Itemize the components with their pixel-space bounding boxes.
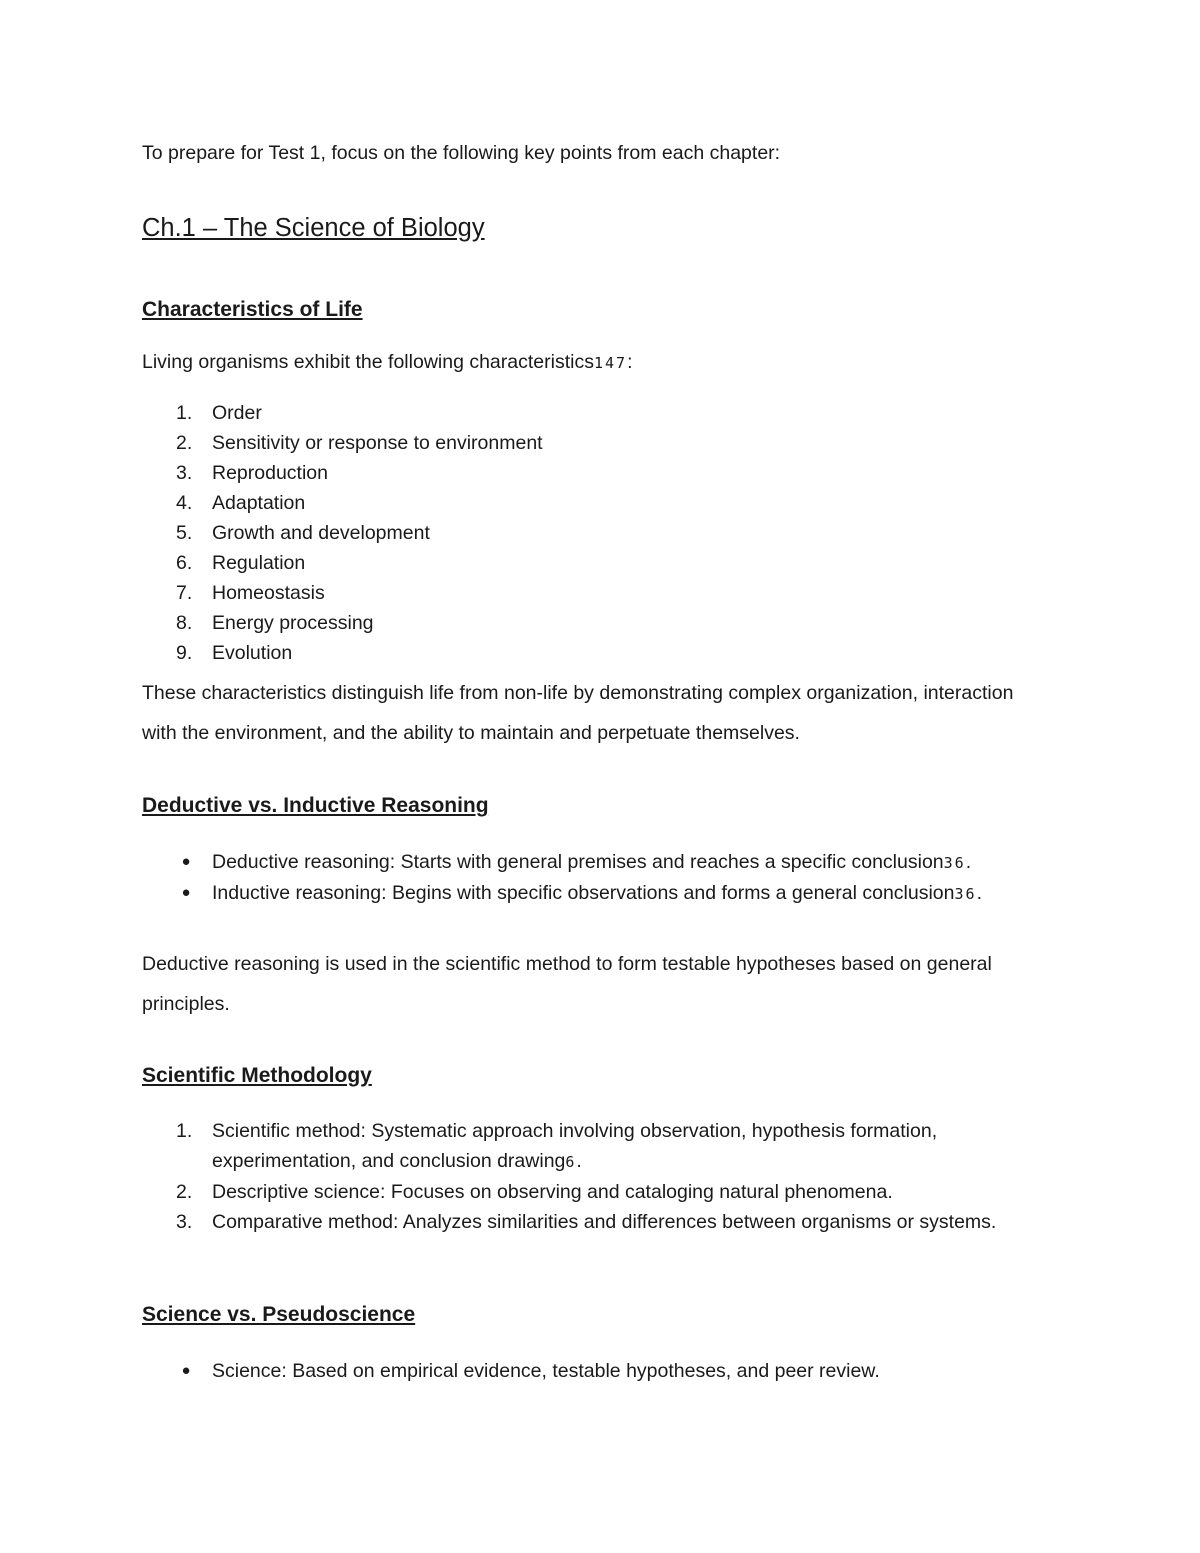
list-item [142, 578, 1072, 608]
list-item [142, 878, 982, 909]
bullet-icon: ● [181, 884, 191, 901]
citation: 147 [593, 354, 628, 372]
list-item [142, 548, 1072, 578]
pseudoscience-list [142, 1356, 1072, 1386]
list-item [142, 1177, 1072, 1207]
list-number: 9. [176, 642, 193, 664]
list-number: 7. [176, 582, 193, 604]
list-item-text: Descriptive science: Focuses on observing and cataloging natural phenomena. [212, 1181, 893, 1203]
characteristics-lead [142, 342, 632, 383]
list-number: 1. [176, 1120, 193, 1142]
list-item-text: Adaptation [212, 492, 306, 514]
list-number: 8. [176, 612, 193, 634]
list-item-text: Homeostasis [212, 582, 325, 604]
list-item [142, 847, 1072, 878]
list-item [142, 1207, 1072, 1237]
characteristics-summary: These characteristics distinguish life from non-life by demonstrating complex organization, interaction with the environment, and the ability to maintain and perpetuate themselves. [142, 682, 1014, 744]
reasoning-list [142, 847, 1072, 909]
citation: 36 [954, 885, 977, 903]
list-item-text: Regulation [212, 552, 306, 574]
list-item-end: . [976, 882, 982, 904]
list-item [142, 488, 1072, 518]
list-item-text: Sensitivity or response to environment [212, 432, 543, 454]
list-item-text: Scientific method: Systematic approach involving observation, hypothesis formation, experimentation, and conclusion drawing [212, 1120, 938, 1172]
list-item-end: . [965, 851, 972, 873]
list-item [142, 608, 1072, 638]
section-heading-methodology: Scientific Methodology [142, 1064, 372, 1087]
list-number: 1. [176, 402, 193, 424]
chapter-title: Ch.1 – The Science of Biology [142, 214, 485, 242]
intro-text: To prepare for Test 1, focus on the following key points from each chapter: [142, 142, 781, 164]
list-item [142, 1356, 1072, 1386]
list-item-end: . [576, 1150, 582, 1172]
list-number: 2. [176, 432, 193, 454]
citation: 36 [943, 854, 966, 872]
list-item-text: Deductive reasoning: Starts with general premises and reaches a specific conclusion [212, 851, 944, 873]
list-item-text: Reproduction [212, 462, 328, 484]
list-item-text: Science: Based on empirical evidence, testable hypotheses, and peer review. [212, 1360, 880, 1382]
list-item-text: Growth and development [212, 522, 430, 544]
list-number: 5. [176, 522, 193, 544]
list-item-text: Comparative method: Analyzes similarities and differences between organisms or systems. [212, 1211, 997, 1233]
methodology-list [142, 1116, 1072, 1237]
section-heading-characteristics: Characteristics of Life [142, 298, 363, 321]
section-heading-reasoning: Deductive vs. Inductive Reasoning [142, 794, 489, 817]
characteristics-lead-end: : [627, 351, 633, 373]
list-number: 4. [176, 492, 193, 514]
list-item [142, 398, 1072, 428]
list-number: 2. [176, 1181, 193, 1203]
bullet-icon: ● [181, 853, 191, 870]
reasoning-summary: Deductive reasoning is used in the scientific method to form testable hypotheses based on general principles. [142, 953, 992, 1015]
list-item [142, 638, 1072, 668]
list-number: 6. [176, 552, 193, 574]
characteristics-list [142, 398, 1072, 668]
list-item [142, 428, 1072, 458]
list-item [142, 458, 1072, 488]
list-item-text: Order [212, 402, 262, 424]
section-heading-pseudoscience: Science vs. Pseudoscience [142, 1303, 416, 1326]
citation: 6 [565, 1153, 577, 1171]
list-number: 3. [176, 462, 193, 484]
list-item-text: Evolution [212, 642, 293, 664]
characteristics-lead-text: Living organisms exhibit the following characteristics [142, 351, 594, 373]
bullet-icon: ● [181, 1362, 191, 1379]
list-item [142, 1116, 1072, 1177]
list-number: 3. [176, 1211, 193, 1233]
list-item-text: Inductive reasoning: Begins with specific observations and forms a general conclusion [212, 882, 955, 904]
list-item-text: Energy processing [212, 612, 374, 634]
list-item [142, 518, 1072, 548]
